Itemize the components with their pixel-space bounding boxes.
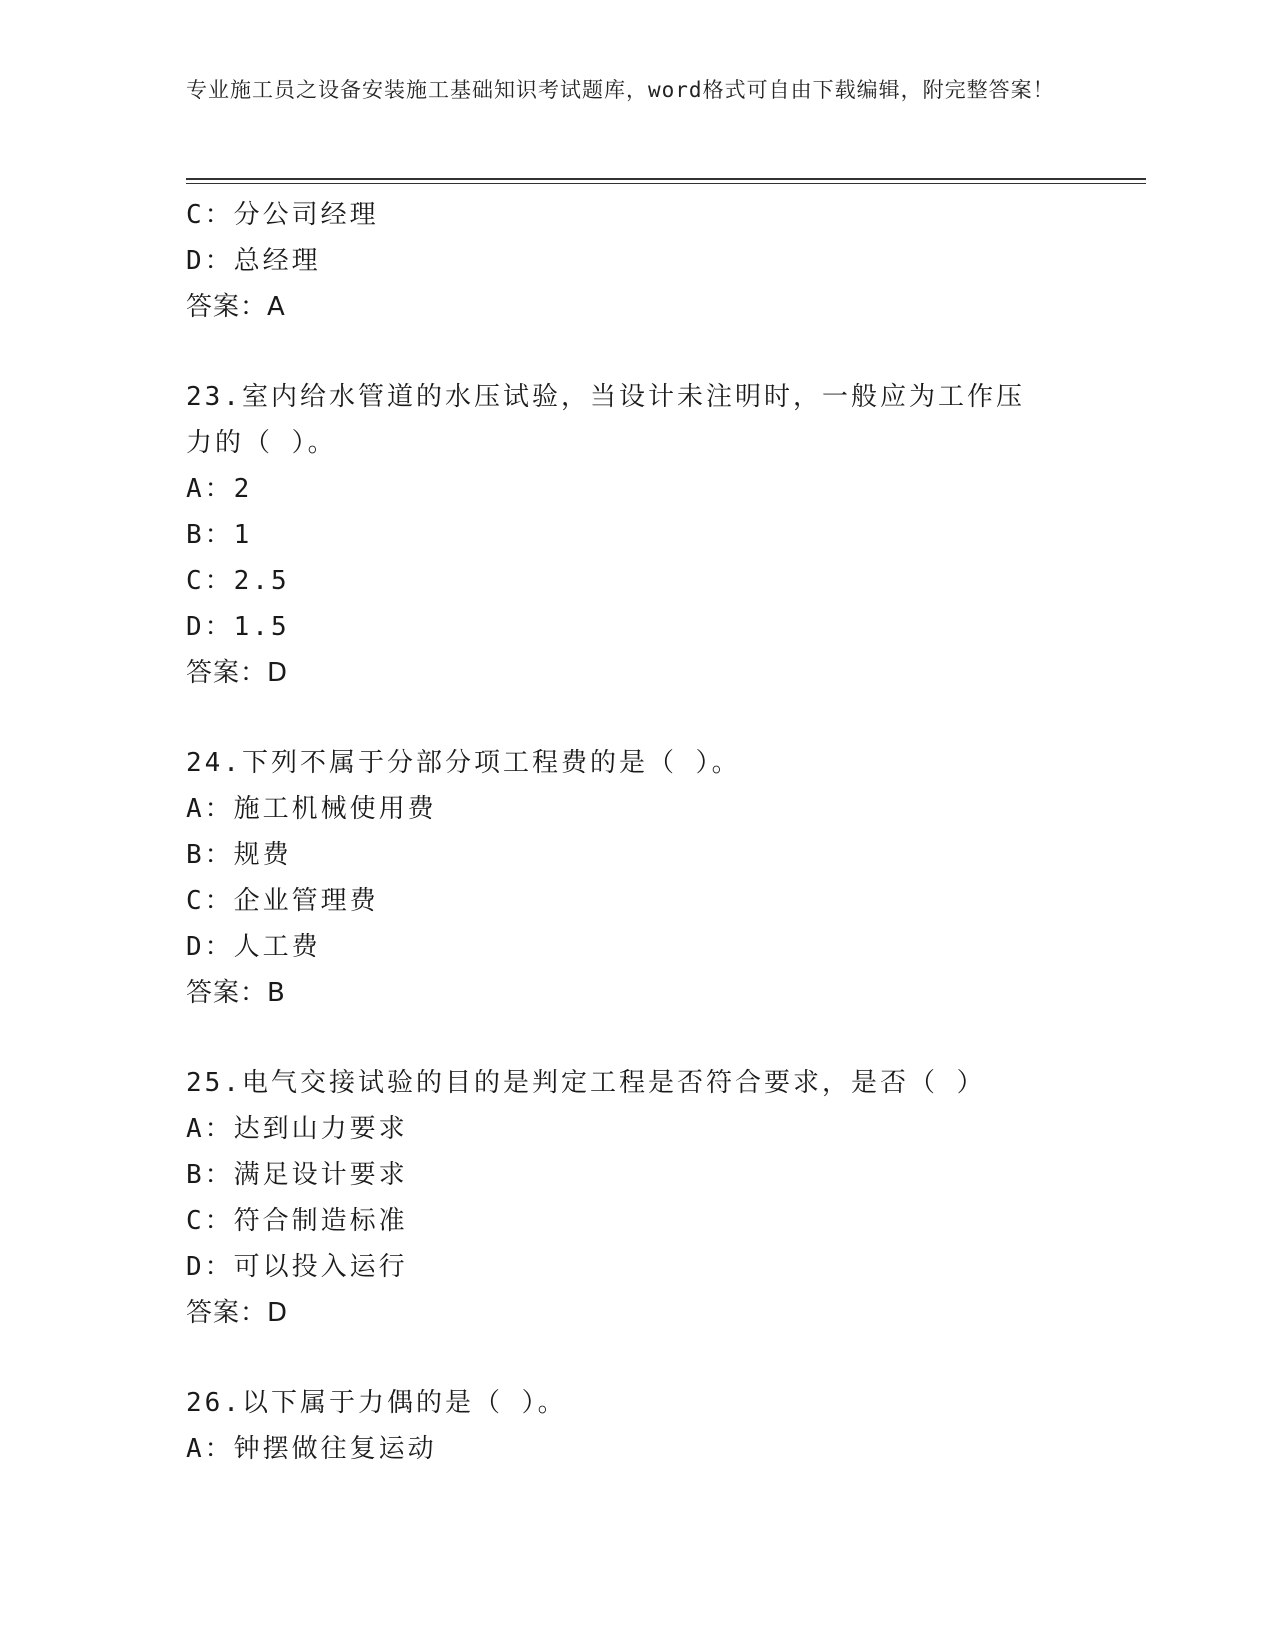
answer-line: 答案：D (186, 658, 289, 688)
option-c: C：2.5 (186, 566, 290, 596)
option-c: C：符合制造标准 (186, 1206, 408, 1236)
header-divider (186, 178, 1146, 180)
option-c: C：企业管理费 (186, 886, 379, 916)
question-text: 24.下列不属于分部分项工程费的是（ ）。 (186, 748, 741, 778)
question-text: 26.以下属于力偶的是（ ）。 (186, 1388, 567, 1418)
option-a: A：达到山力要求 (186, 1114, 408, 1144)
option-a: A：钟摆做往复运动 (186, 1434, 437, 1464)
question-block-26 (186, 1380, 1146, 1472)
option-a: A：2 (186, 474, 253, 504)
answer-line: 答案：D (186, 1298, 289, 1328)
question-block-22 (186, 192, 1146, 330)
option-a: A：施工机械使用费 (186, 794, 437, 824)
question-block-25 (186, 1060, 1146, 1336)
option-d: D：1.5 (186, 612, 290, 642)
option-c: C：分公司经理 (186, 200, 379, 230)
answer-line: 答案：A (186, 292, 286, 322)
option-b: B：1 (186, 520, 253, 550)
option-b: B：满足设计要求 (186, 1160, 408, 1190)
question-block-24 (186, 740, 1146, 1016)
document-header: 专业施工员之设备安装施工基础知识考试题库，word格式可自由下载编辑，附完整答案！ (186, 78, 1055, 102)
header-divider-thin (186, 183, 1146, 184)
answer-line: 答案：B (186, 978, 286, 1008)
option-d: D：总经理 (186, 246, 321, 276)
question-list (186, 192, 1146, 1472)
option-b: B：规费 (186, 840, 292, 870)
option-d: D：可以投入运行 (186, 1252, 408, 1282)
question-block-23 (186, 374, 1146, 696)
option-d: D：人工费 (186, 932, 321, 962)
question-text: 25.电气交接试验的目的是判定工程是否符合要求，是否（ ） (186, 1068, 986, 1098)
question-text: 23.室内给水管道的水压试验，当设计未注明时，一般应为工作压力的（ ）。 (186, 382, 1025, 458)
